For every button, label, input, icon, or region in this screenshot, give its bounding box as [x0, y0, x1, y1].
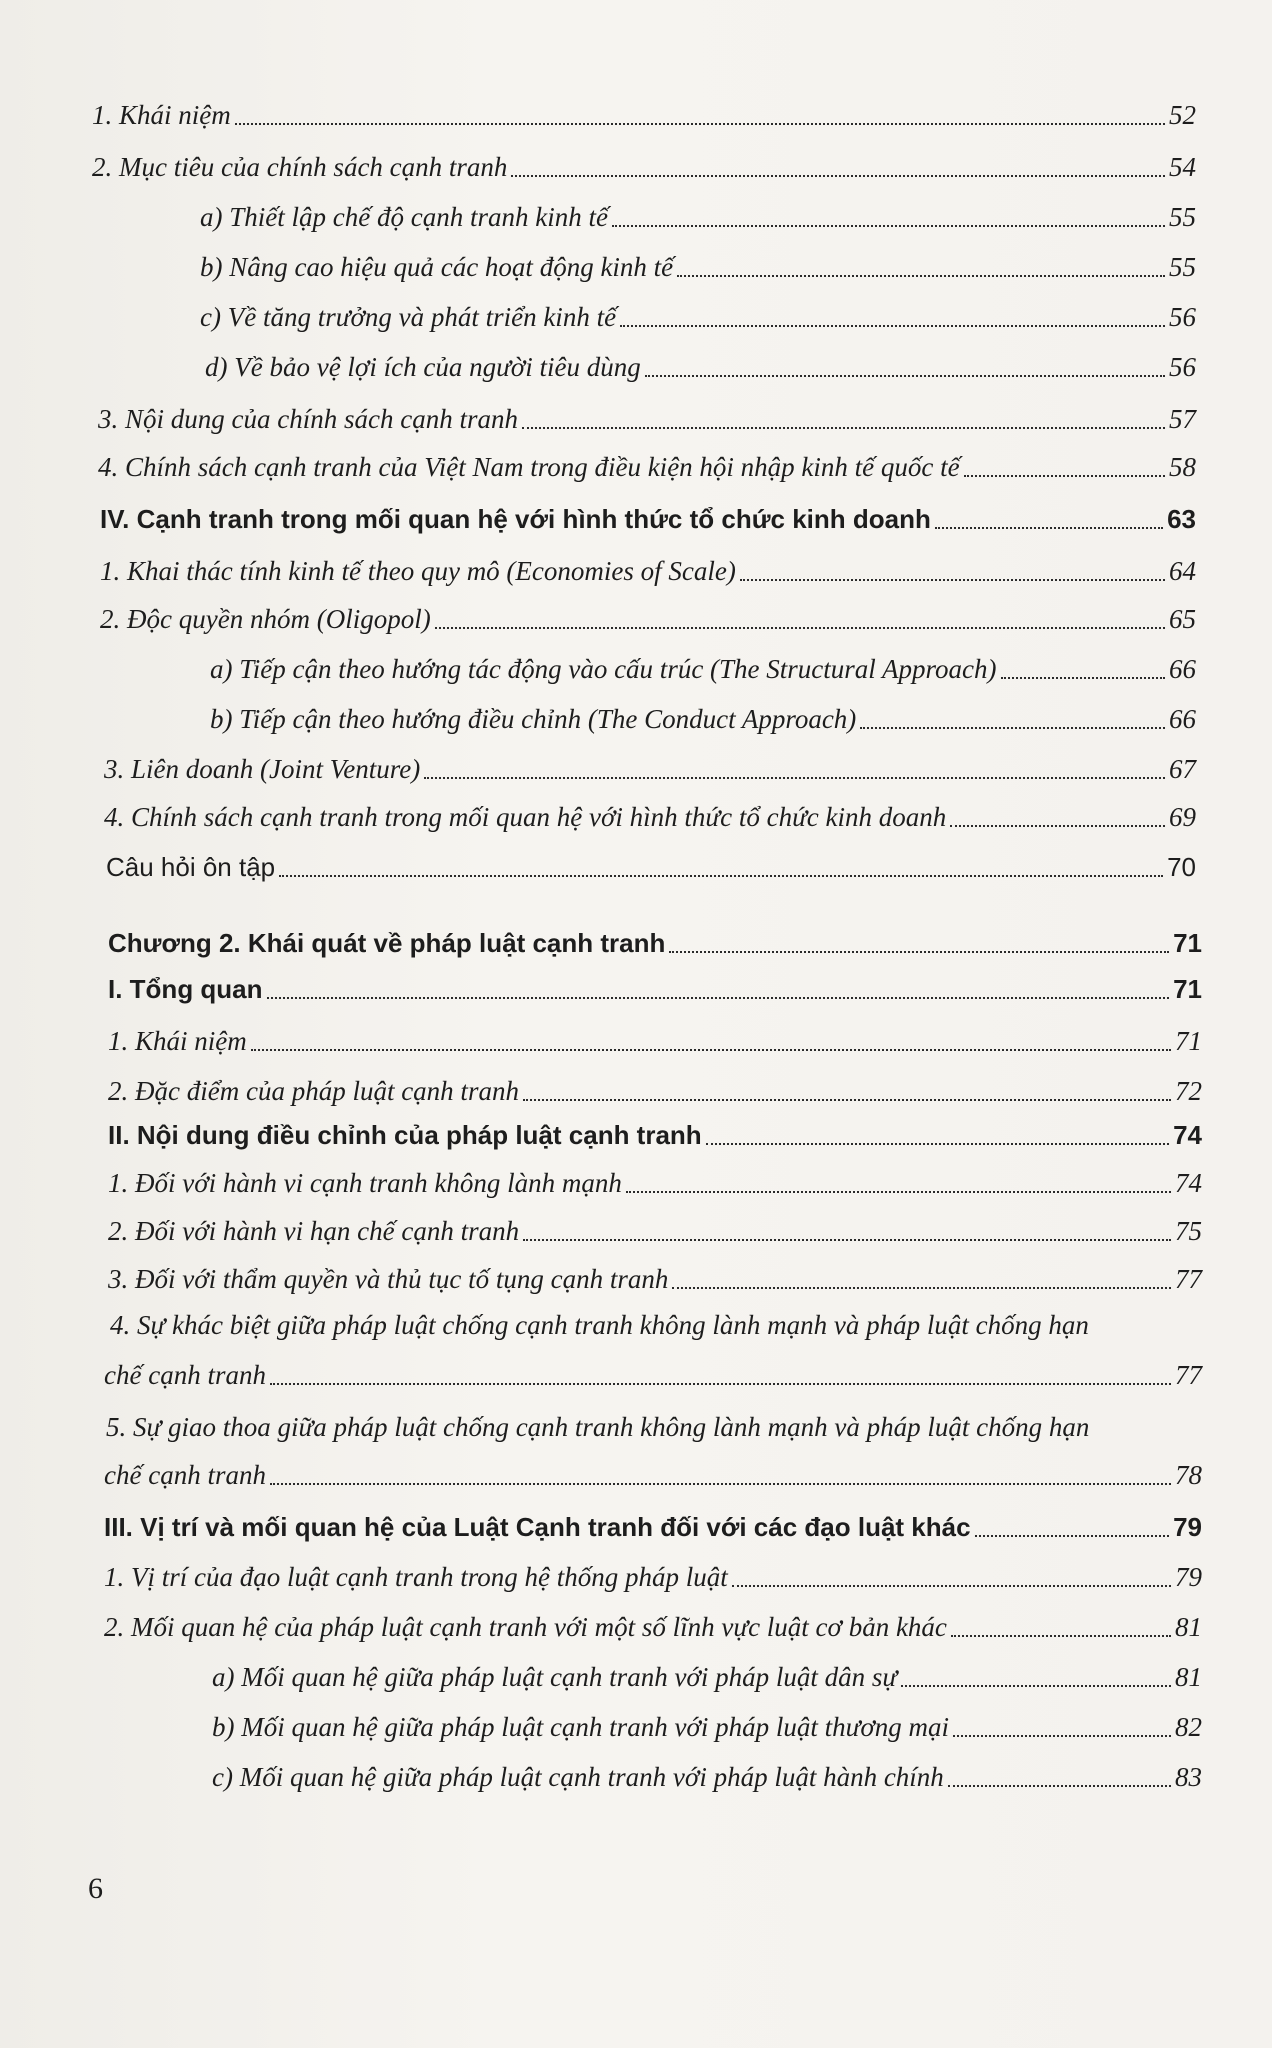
dot-leader	[279, 875, 1163, 877]
toc-entry-page: 56	[1169, 302, 1196, 332]
toc-entry-title: 1. Khai thác tính kinh tế theo quy mô (Economies of Scale)	[100, 556, 736, 586]
toc-entry-title: 3. Nội dung của chính sách cạnh tranh	[98, 404, 518, 434]
toc-entry	[104, 1458, 1202, 1492]
toc-entry-title-line1: 5. Sự giao thoa giữa pháp luật chống cạnh tranh không lành mạnh và pháp luật chống hạn	[106, 1412, 1090, 1442]
toc-entry	[108, 1166, 1202, 1200]
toc-entry-title: 2. Độc quyền nhóm (Oligopol)	[100, 604, 431, 634]
dot-leader	[267, 997, 1170, 999]
dot-leader	[948, 1785, 1171, 1787]
toc-entry-title: 1. Đối với hành vi cạnh tranh không lành mạnh	[108, 1168, 622, 1198]
dot-leader	[424, 777, 1165, 779]
toc-entry-title: b) Nâng cao hiệu quả các hoạt động kinh tế	[200, 252, 674, 282]
toc-entry-page: 57	[1169, 404, 1196, 434]
toc-entry	[104, 1610, 1202, 1644]
toc-entry-title: chế cạnh tranh	[104, 1460, 266, 1490]
toc-entry	[212, 1660, 1202, 1694]
toc-entry-title: b) Tiếp cận theo hướng điều chỉnh (The Conduct Approach)	[210, 704, 857, 734]
toc-entry-title: 3. Đối với thẩm quyền và thủ tục tố tụng cạnh tranh	[108, 1264, 669, 1294]
page-number: 6	[88, 1872, 103, 1905]
toc-entry-title: b) Mối quan hệ giữa pháp luật cạnh tranh với pháp luật thương mại	[212, 1712, 949, 1742]
toc-entry-page: 77	[1175, 1264, 1202, 1294]
dot-leader	[740, 579, 1165, 581]
dot-leader	[860, 727, 1165, 729]
toc-entry-title: I. Tổng quan	[108, 974, 263, 1004]
toc-entry-page: 74	[1173, 1120, 1202, 1150]
dot-leader	[645, 375, 1165, 377]
toc-entry-page: 65	[1169, 604, 1196, 634]
dot-leader	[935, 527, 1163, 529]
dot-leader	[270, 1483, 1171, 1485]
toc-entry	[108, 1024, 1202, 1058]
dot-leader	[251, 1049, 1171, 1051]
toc-entry-page: 82	[1175, 1712, 1202, 1742]
toc-entry	[104, 1358, 1202, 1392]
toc-entry-page: 72	[1175, 1076, 1202, 1106]
toc-entry-title: II. Nội dung điều chỉnh của pháp luật cạnh tranh	[108, 1120, 702, 1150]
toc-entry-page: 70	[1167, 852, 1196, 882]
toc-entry-title: c) Về tăng trưởng và phát triển kinh tế	[200, 302, 617, 332]
toc-entry	[212, 1710, 1202, 1744]
toc-entry	[210, 652, 1196, 686]
toc-entry-page: 55	[1169, 252, 1196, 282]
toc-entry-title: chế cạnh tranh	[104, 1360, 266, 1390]
dot-leader	[677, 275, 1165, 277]
toc-entry-title: IV. Cạnh tranh trong mối quan hệ với hình thức tổ chức kinh doanh	[100, 504, 931, 534]
toc-entry-page: 64	[1169, 556, 1196, 586]
toc-entry-title: 2. Mục tiêu của chính sách cạnh tranh	[92, 152, 508, 182]
toc-entry	[212, 1760, 1202, 1794]
dot-leader	[523, 1099, 1171, 1101]
toc-entry	[210, 702, 1196, 736]
toc-entry	[98, 402, 1196, 436]
dot-leader	[706, 1143, 1169, 1145]
toc-entry-title: 3. Liên doanh (Joint Venture)	[104, 754, 421, 784]
toc-entry-page: 81	[1175, 1662, 1202, 1692]
toc-entry-page: 78	[1175, 1460, 1202, 1490]
dot-leader	[435, 627, 1165, 629]
dot-leader	[511, 175, 1165, 177]
toc-entry-title: 4. Chính sách cạnh tranh của Việt Nam trong điều kiện hội nhập kinh tế quốc tế	[98, 452, 960, 482]
toc-entry	[200, 300, 1196, 334]
toc-entry-title: 1. Vị trí của đạo luật cạnh tranh trong hệ thống pháp luật	[104, 1562, 728, 1592]
toc-entry-page: 55	[1169, 202, 1196, 232]
toc-section-heading	[104, 1510, 1202, 1544]
toc-entry-page: 58	[1169, 452, 1196, 482]
toc-section-heading	[108, 1118, 1202, 1152]
dot-leader	[626, 1191, 1171, 1193]
toc-entry	[108, 1262, 1202, 1296]
toc-entry-title: Chương 2. Khái quát về pháp luật cạnh tranh	[108, 928, 666, 958]
dot-leader	[620, 325, 1165, 327]
toc-entry-title: a) Tiếp cận theo hướng tác động vào cấu trúc (The Structural Approach)	[210, 654, 997, 684]
toc-entry-title: a) Mối quan hệ giữa pháp luật cạnh tranh với pháp luật dân sự	[212, 1662, 898, 1692]
dot-leader	[235, 123, 1165, 125]
toc-entry-page: 79	[1175, 1562, 1202, 1592]
dot-leader	[950, 825, 1165, 827]
dot-leader	[951, 1635, 1171, 1637]
toc-entry	[104, 752, 1196, 786]
toc-entry-title: 1. Khái niệm	[92, 100, 231, 130]
dot-leader	[612, 225, 1165, 227]
toc-entry-title-line1: 4. Sự khác biệt giữa pháp luật chống cạnh tranh không lành mạnh và pháp luật chống hạn	[110, 1310, 1089, 1340]
toc-entry-page: 66	[1169, 654, 1196, 684]
toc-entry-page: 52	[1169, 100, 1196, 130]
toc-section-heading	[108, 972, 1202, 1006]
toc-section-heading	[100, 502, 1196, 536]
toc-entry	[104, 1560, 1202, 1594]
toc-entry-page: 54	[1169, 152, 1196, 182]
toc-entry-page: 63	[1167, 504, 1196, 534]
dot-leader	[975, 1535, 1170, 1537]
dot-leader	[523, 1239, 1171, 1241]
toc-entry-page: 83	[1175, 1762, 1202, 1792]
dot-leader	[964, 475, 1165, 477]
toc-entry	[108, 1074, 1202, 1108]
toc-entry-page: 81	[1175, 1612, 1202, 1642]
toc-entry	[108, 1214, 1202, 1248]
toc-entry-title: c) Mối quan hệ giữa pháp luật cạnh tranh với pháp luật hành chính	[212, 1762, 944, 1792]
toc-entry	[92, 98, 1196, 132]
dot-leader	[522, 427, 1165, 429]
toc-entry-title: d) Về bảo vệ lợi ích của người tiêu dùng	[205, 352, 641, 382]
toc-entry-title: III. Vị trí và mối quan hệ của Luật Cạnh tranh đối với các đạo luật khác	[104, 1512, 971, 1542]
toc-entry	[100, 602, 1196, 636]
toc-entry	[200, 200, 1196, 234]
toc-entry-title: a) Thiết lập chế độ cạnh tranh kinh tế	[200, 202, 608, 232]
toc-entry	[100, 554, 1196, 588]
toc-entry-title: 2. Đặc điểm của pháp luật cạnh tranh	[108, 1076, 519, 1106]
toc-entry-page: 71	[1173, 928, 1202, 958]
toc-entry	[104, 800, 1196, 834]
toc-entry-page: 75	[1175, 1216, 1202, 1246]
toc-entry	[200, 250, 1196, 284]
toc-entry-page: 66	[1169, 704, 1196, 734]
toc-entry-title: 4. Chính sách cạnh tranh trong mối quan hệ với hình thức tổ chức kinh doanh	[104, 802, 947, 832]
dot-leader	[270, 1383, 1171, 1385]
toc-entry-page: 74	[1175, 1168, 1202, 1198]
toc-entry	[205, 350, 1196, 384]
dot-leader	[953, 1735, 1171, 1737]
toc-entry-page: 71	[1175, 1026, 1202, 1056]
dot-leader	[1001, 677, 1165, 679]
dot-leader	[672, 1287, 1171, 1289]
toc-entry-page: 69	[1169, 802, 1196, 832]
toc-entry	[92, 150, 1196, 184]
dot-leader	[669, 951, 1169, 953]
toc-chapter-heading	[108, 926, 1202, 960]
toc-entry-title: Câu hỏi ôn tập	[106, 852, 276, 882]
toc-entry-page: 71	[1173, 974, 1202, 1004]
toc-entry-page: 77	[1175, 1360, 1202, 1390]
toc-entry-title: 1. Khái niệm	[108, 1026, 247, 1056]
toc-entry-page: 79	[1173, 1512, 1202, 1542]
toc-entry	[106, 850, 1196, 884]
toc-entry-title: 2. Đối với hành vi hạn chế cạnh tranh	[108, 1216, 520, 1246]
dot-leader	[732, 1585, 1171, 1587]
toc-entry-page: 67	[1169, 754, 1196, 784]
toc-entry	[98, 450, 1196, 484]
toc-entry-page: 56	[1169, 352, 1196, 382]
toc-entry-title: 2. Mối quan hệ của pháp luật cạnh tranh với một số lĩnh vực luật cơ bản khác	[104, 1612, 947, 1642]
dot-leader	[901, 1685, 1171, 1687]
